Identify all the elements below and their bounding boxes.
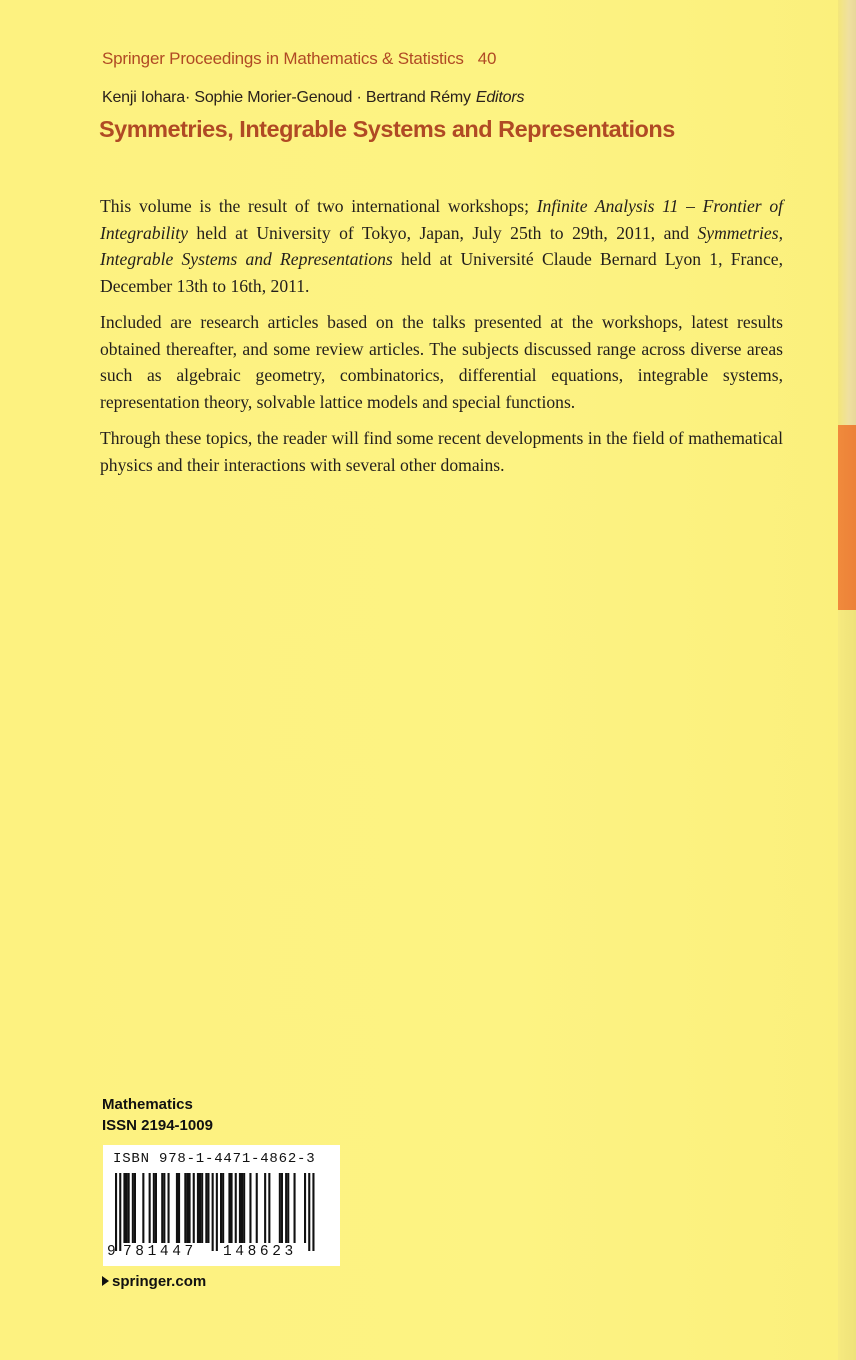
- barcode-bars: [115, 1173, 327, 1251]
- barcode-bar: [231, 1173, 233, 1243]
- spine-edge-bottom: [838, 610, 856, 1360]
- barcode-digit-lead: 9: [107, 1244, 116, 1260]
- website-text: springer.com: [112, 1273, 207, 1290]
- subject-label: Mathematics: [102, 1096, 193, 1113]
- barcode-bar: [126, 1173, 128, 1243]
- barcode-bar: [285, 1173, 287, 1243]
- barcode-bar: [241, 1173, 243, 1243]
- barcode-guard-bar: [119, 1173, 121, 1251]
- blurb-p1-workshop-2: Symmetries, Integrable Systems and Representations: [100, 222, 783, 269]
- isbn-text: ISBN 978-1-4471-4862-3: [113, 1151, 316, 1167]
- barcode-bar: [256, 1173, 258, 1243]
- barcode-bar: [134, 1173, 136, 1243]
- barcode-guard-bar: [115, 1173, 117, 1251]
- editors-role: Editors: [475, 89, 525, 106]
- barcode-bar: [153, 1173, 155, 1243]
- barcode-bar: [193, 1173, 195, 1243]
- editor-names: Kenji Iohara· Sophie Morier-Genoud · Bertrand Rémy: [102, 89, 471, 106]
- blurb-p1-text-3: held at Université Claude Bernard Lyon 1, France, December 13th to 16th, 2011.: [100, 249, 783, 296]
- barcode-digits-group-2: 148623: [223, 1244, 297, 1260]
- book-title: Symmetries, Integrable Systems and Representations: [99, 116, 675, 142]
- barcode-bar: [304, 1173, 306, 1243]
- series-volume: 40: [477, 49, 497, 68]
- barcode-bar: [189, 1173, 191, 1243]
- barcode-bar: [184, 1173, 186, 1243]
- barcode-bar: [220, 1173, 222, 1243]
- barcode-bar: [128, 1173, 130, 1243]
- barcode-bar: [222, 1173, 224, 1243]
- barcode-bar: [178, 1173, 180, 1243]
- barcode-bar: [199, 1173, 201, 1243]
- barcode-bar: [197, 1173, 199, 1243]
- blurb: [100, 193, 783, 488]
- barcode-bar: [235, 1173, 237, 1243]
- barcode-bar: [176, 1173, 178, 1243]
- barcode-bar: [264, 1173, 266, 1243]
- barcode-guard-bar: [212, 1173, 214, 1251]
- isbn-barcode: [103, 1145, 340, 1266]
- barcode-bar: [163, 1173, 165, 1243]
- barcode-bar: [287, 1173, 289, 1243]
- barcode-bar: [149, 1173, 151, 1243]
- blurb-p1-text-2: held at University of Tokyo, Japan, July 25th to 29th, 2011, and: [187, 222, 698, 243]
- barcode-bar: [205, 1173, 207, 1243]
- barcode-bar: [161, 1173, 163, 1243]
- barcode-bar: [186, 1173, 188, 1243]
- blurb-p1-text-1: This volume is the result of two international workshops;: [100, 196, 537, 216]
- blurb-paragraph-3: Through these topics, the reader will find some recent developments in the field of mathematical physics and their interactions with several other domains.: [100, 428, 783, 475]
- barcode-bar: [155, 1173, 157, 1243]
- spine-edge-orange-band: [838, 425, 856, 610]
- blurb-p1-workshop-1: Infinite Analysis 11 – Frontier of Integrability: [100, 196, 783, 243]
- barcode-bar: [123, 1173, 125, 1243]
- website-link[interactable]: [102, 1273, 206, 1290]
- blurb-paragraph-1: [100, 193, 783, 299]
- barcode-bar: [201, 1173, 203, 1243]
- barcode-bar: [279, 1173, 281, 1243]
- barcode-guard-bar: [308, 1173, 310, 1251]
- arrow-right-icon: [102, 1276, 109, 1286]
- series-name: Springer Proceedings in Mathematics & Statistics: [102, 49, 464, 68]
- barcode-bar: [132, 1173, 134, 1243]
- barcode-guard-bar: [312, 1173, 314, 1251]
- issn-label: ISSN 2194-1009: [102, 1117, 213, 1134]
- blurb-paragraph-2: Included are research articles based on the talks presented at the workshops, latest results obtained thereafter, and some review articles. The subjects discussed range across diverse areas such as algebraic geometry, combinatorics, differential equations, integrable systems, representation theory, solvable lattice models and special functions.: [100, 312, 783, 412]
- barcode-bar: [281, 1173, 283, 1243]
- barcode-bar: [294, 1173, 296, 1243]
- barcode-bar: [168, 1173, 170, 1243]
- barcode-digits-group-1: 781447: [123, 1244, 197, 1260]
- barcode-bar: [268, 1173, 270, 1243]
- series-line: [102, 49, 496, 69]
- barcode-bar: [142, 1173, 144, 1243]
- barcode-bar: [249, 1173, 251, 1243]
- barcode-bar: [207, 1173, 209, 1243]
- barcode-bar: [243, 1173, 245, 1243]
- barcode-bar: [239, 1173, 241, 1243]
- barcode-guard-bar: [216, 1173, 218, 1251]
- spine-edge-top: [838, 0, 856, 425]
- editors-line: [102, 89, 524, 107]
- barcode-bar: [228, 1173, 230, 1243]
- subject-block: [102, 1094, 213, 1136]
